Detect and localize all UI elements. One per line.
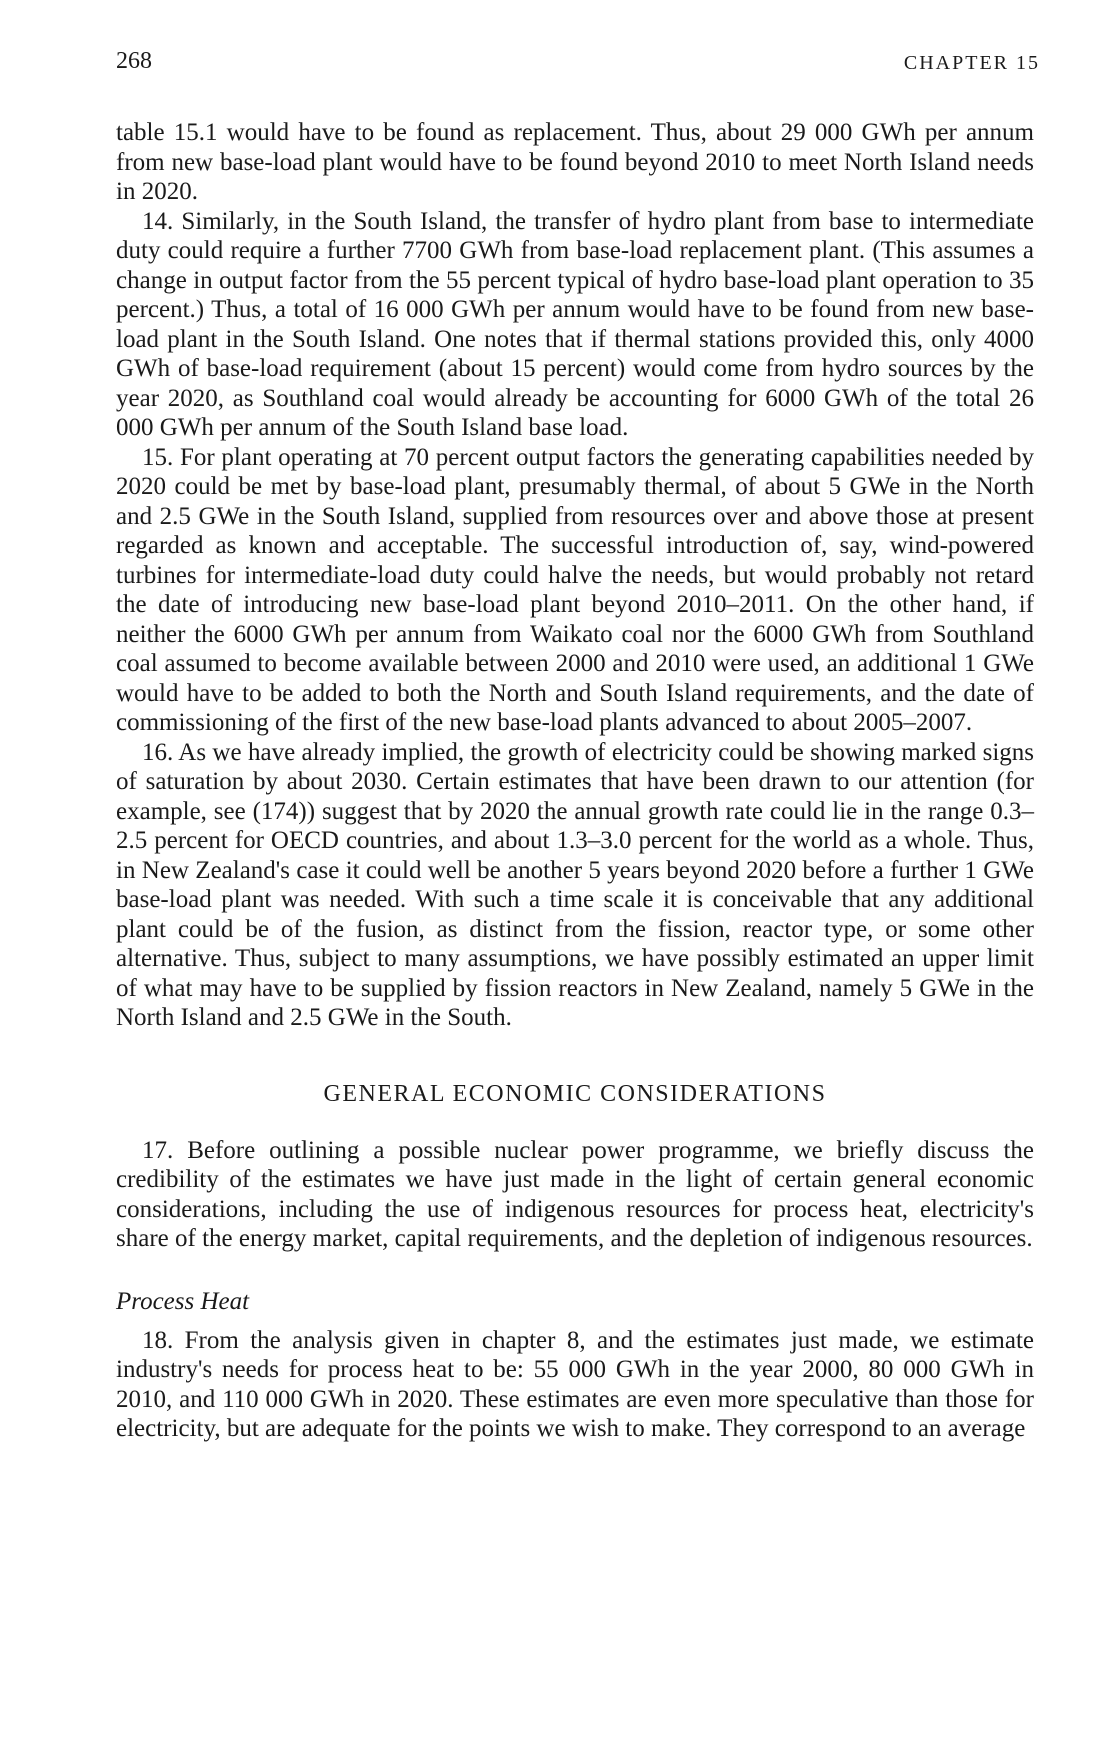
paragraph-16: 16. As we have already implied, the growth of electricity could be showing marked signs of saturation by about 2030. Certain estimates that have been drawn to our attention (for example, see (174)) suggest that by 2020 the annual growth rate could lie in the range 0.3–2.5 percent for OECD countries, and about 1.3–3.0 percent for the world as a whole. Thus, in New Zealand's case it could well be another 5 years beyond 2020 before a further 1 GWe base-load plant was needed. With such a time scale it is conceivable that any additional plant could be of the fusion, as distinct from the fission, reactor type, or some other alternative. Thus, subject to many assumptions, we have possibly estimated an upper limit of what may have to be supplied by fission reactors in New Zealand, namely 5 GWe in the North Island and 2.5 GWe in the South. <box>116 738 1034 1031</box>
page-number: 268 <box>116 48 152 74</box>
chapter-label: CHAPTER 15 <box>903 52 1040 74</box>
section-heading: GENERAL ECONOMIC CONSIDERATIONS <box>323 1080 827 1107</box>
paragraph-continuation: table 15.1 would have to be found as replacement. Thus, about 29 000 GWh per annum from new base-load plant would have to be found beyond 2010 to meet North Island needs in 2020. <box>116 119 1034 205</box>
paragraph-14: 14. Similarly, in the South Island, the transfer of hydro plant from base to intermediate duty could require a further 7700 GWh from base-load replacement plant. (This assumes a change in output factor from the 55 percent typical of hydro base-load plant operation to 35 percent.) Thus, a total of 16 000 GWh per annum would have to be found from new base-load plant in the South Island. One notes that if thermal stations provided this, only 4000 GWh of base-load requirement (about 15 percent) would come from hydro sources by the year 2020, as Southland coal would already be accounting for 6000 GWh of the total 26 000 GWh per annum of the South Island base load. <box>116 207 1034 441</box>
running-header <box>116 40 1040 80</box>
paragraph-18: 18. From the analysis given in chapter 8, and the estimates just made, we estimate industry's needs for process heat to be: 55 000 GWh in the year 2000, 80 000 GWh in 2010, and 110 000 GWh in 2020. These estimates are even more speculative than those for electricity, but are adequate for the points we wish to make. They correspond to an average <box>116 1326 1034 1442</box>
body-text <box>116 118 1034 1444</box>
paragraph-17: 17. Before outlining a possible nuclear power programme, we briefly discuss the credibility of the estimates we have just made in the light of certain general economic considerations, including the use of indigenous resources for process heat, electricity's share of the energy market, capital requirements, and the depletion of indigenous resources. <box>116 1136 1034 1252</box>
subsection-heading: Process Heat <box>116 1287 250 1315</box>
paragraph-15: 15. For plant operating at 70 percent output factors the generating capabilities needed by 2020 could be met by base-load plant, presumably thermal, of about 5 GWe in the North and 2.5 GWe in the South Island, supplied from resources over and above those at present regarded as known and acceptable. The successful introduction of, say, wind-powered turbines for intermediate-load duty could halve the needs, but would probably not retard the date of introducing new base-load plant beyond 2010–2011. On the other hand, if neither the 6000 GWh per annum from Waikato coal nor the 6000 GWh from Southland coal assumed to become available between 2000 and 2010 were used, an additional 1 GWe would have to be added to both the North and South Island requirements, and the date of commissioning of the first of the new base-load plants advanced to about 2005–2007. <box>116 443 1034 736</box>
document-page <box>116 40 1040 1444</box>
